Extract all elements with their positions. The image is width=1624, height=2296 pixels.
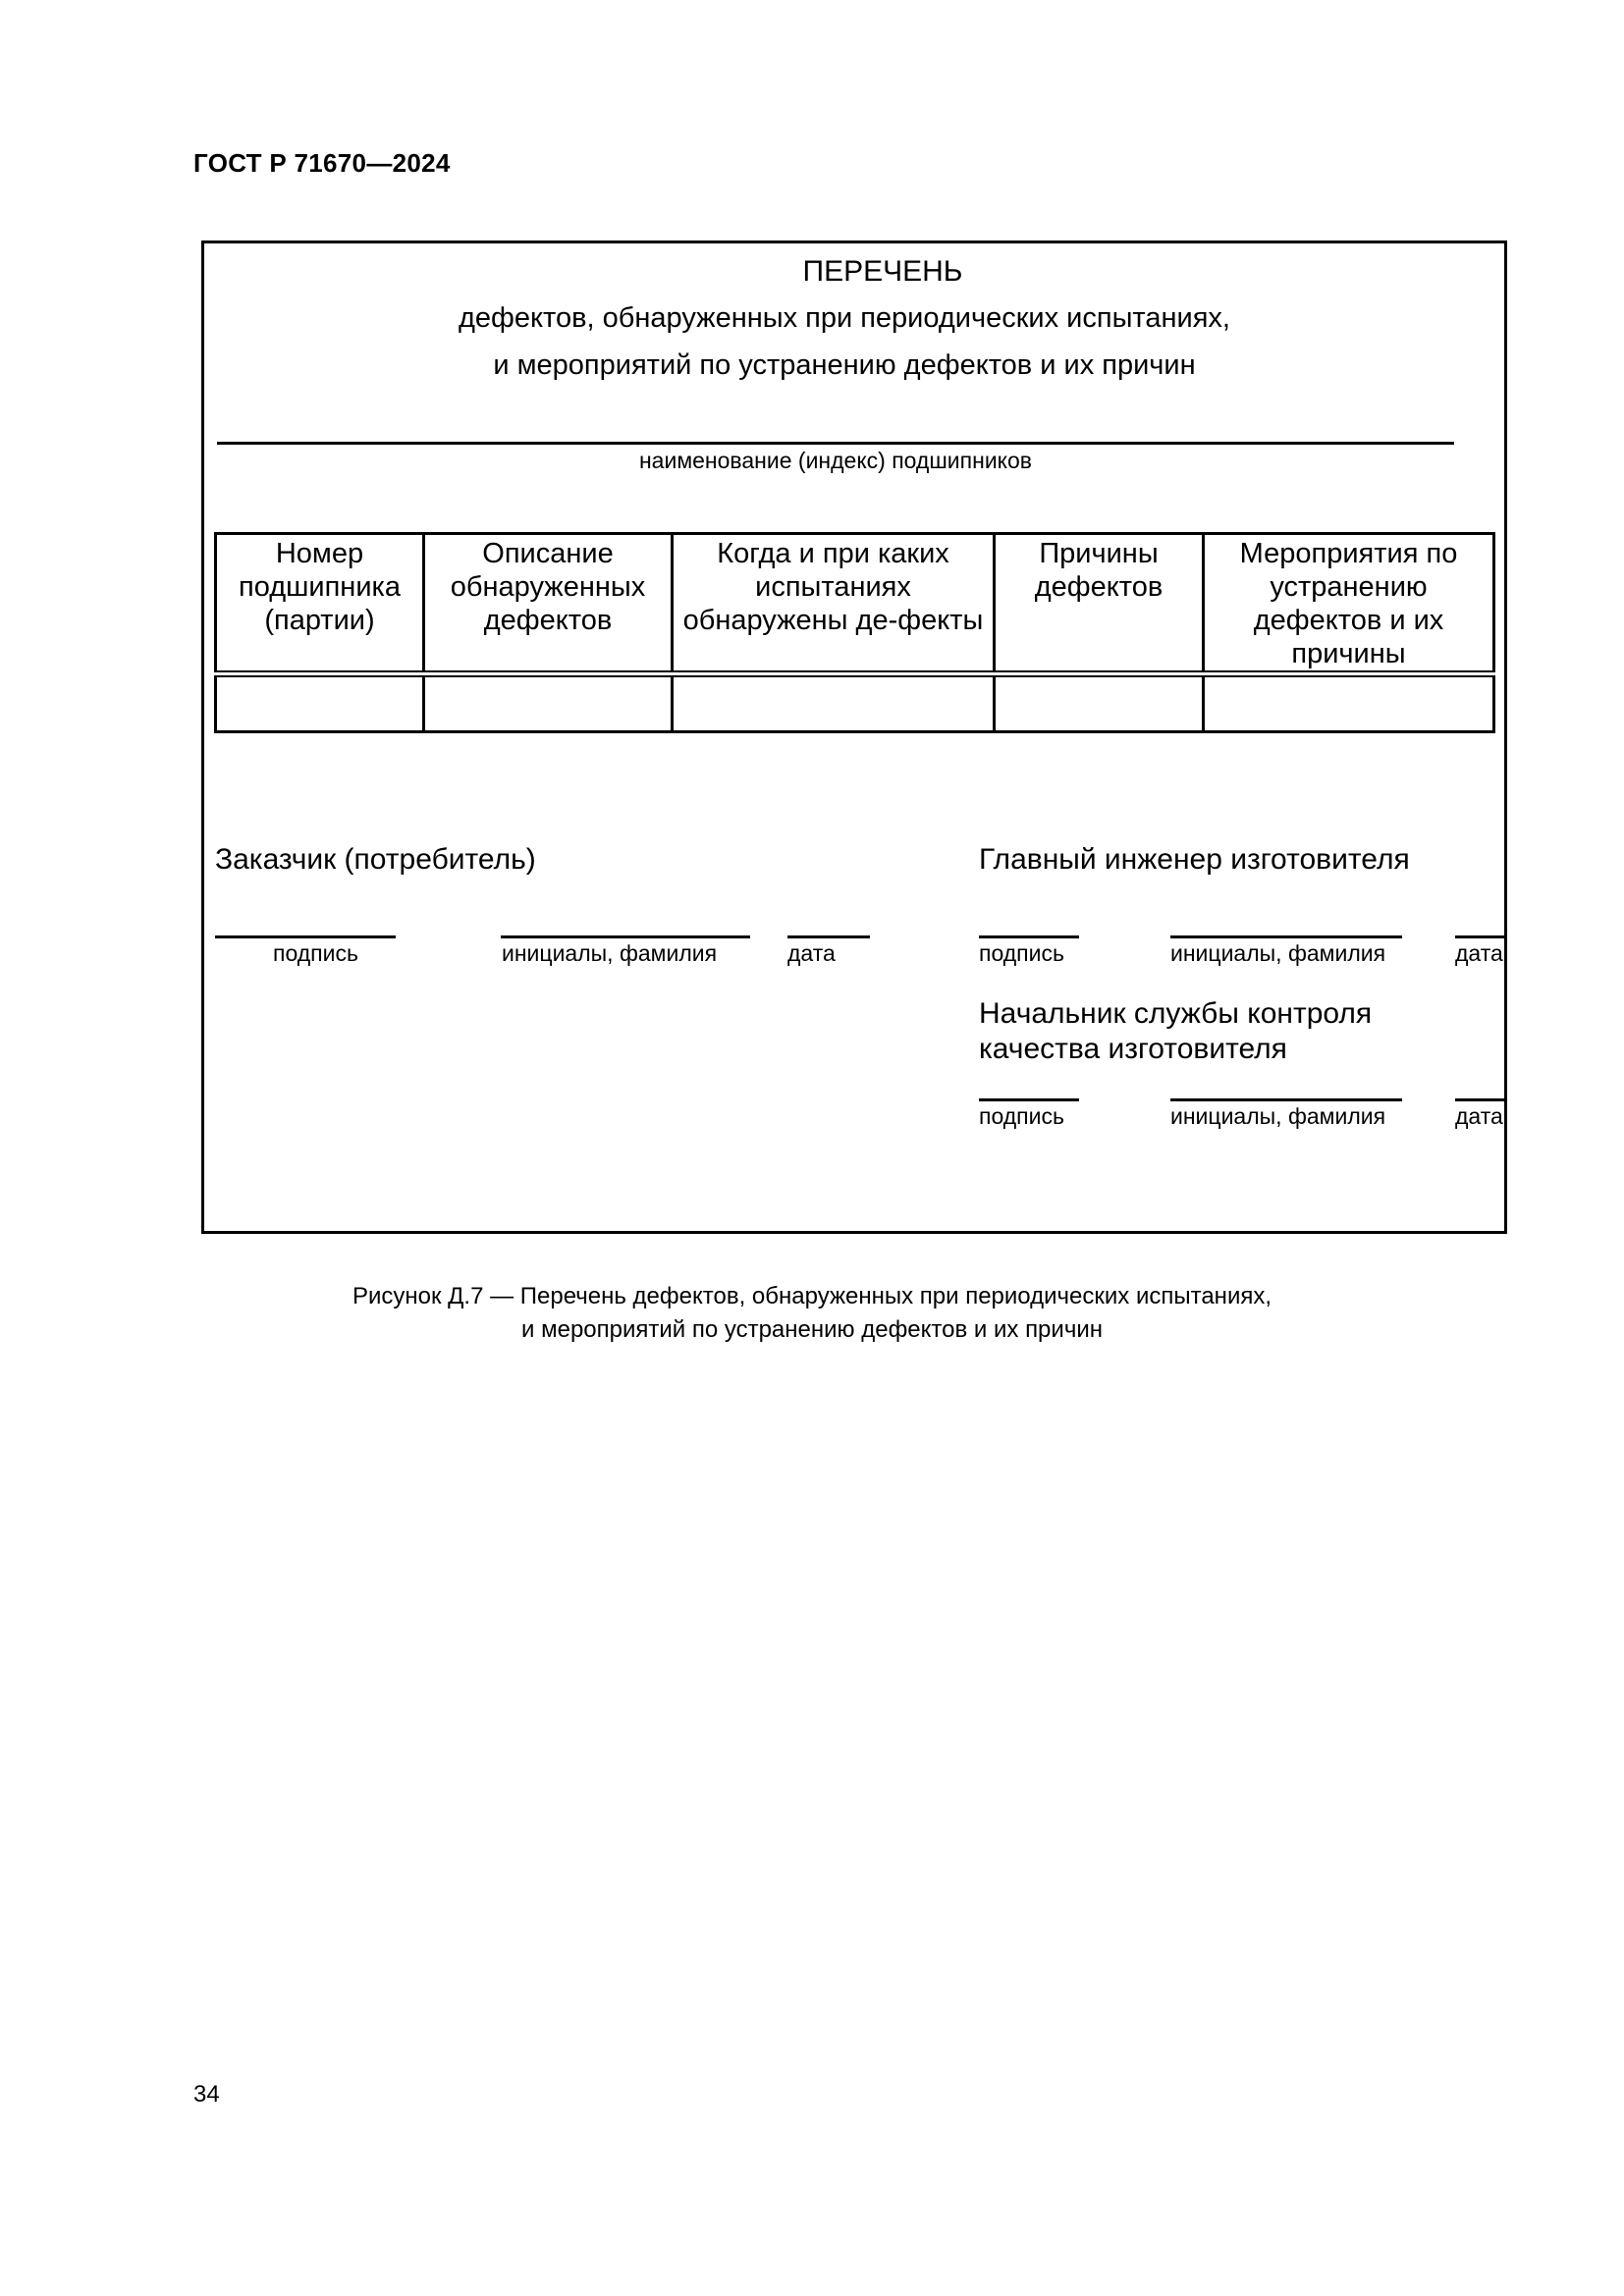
column-header-measures: Мероприятия по устранению дефектов и их причины xyxy=(1204,534,1494,674)
quality-head-signature-caption: подпись xyxy=(979,1103,1064,1129)
defects-table xyxy=(214,532,1495,733)
page-number: 34 xyxy=(193,2081,220,2108)
quality-head-name-caption: инициалы, фамилия xyxy=(1170,1103,1386,1129)
customer-name-caption: инициалы, фамилия xyxy=(502,940,718,966)
form-subtitle-line1: дефектов, обнаруженных при периодических испытаниях, xyxy=(459,302,1230,334)
quality-head-date-line[interactable] xyxy=(1455,1098,1506,1101)
table-cell[interactable] xyxy=(673,674,995,732)
figure-caption-line2: и мероприятий по устранению дефектов и их причин xyxy=(521,1316,1103,1343)
chief-engineer-date-line[interactable] xyxy=(1455,935,1506,938)
customer-date-line[interactable] xyxy=(787,935,870,938)
customer-date-caption: дата xyxy=(787,940,836,966)
column-header-bearing-number: Номер подшипника (партии) xyxy=(216,534,424,674)
quality-head-date-caption: дата xyxy=(1455,1103,1503,1129)
quality-head-signature-line[interactable] xyxy=(979,1098,1079,1101)
customer-signature-line[interactable] xyxy=(215,935,396,938)
customer-title: Заказчик (потребитель) xyxy=(215,843,536,876)
form-title: ПЕРЕЧЕНЬ xyxy=(802,255,963,288)
chief-engineer-signature-caption: подпись xyxy=(979,940,1064,966)
document-header: ГОСТ Р 71670—2024 xyxy=(193,148,451,178)
table-cell[interactable] xyxy=(1204,674,1494,732)
table-header-row xyxy=(216,534,1494,674)
form-title-block xyxy=(204,253,1504,385)
chief-engineer-signature-line[interactable] xyxy=(979,935,1079,938)
bearing-index-caption: наименование (индекс) подшипников xyxy=(638,448,1032,473)
defects-list-form xyxy=(201,240,1507,1234)
customer-name-line[interactable] xyxy=(501,935,750,938)
bearing-index-line[interactable] xyxy=(217,442,1454,445)
column-header-when-detected: Когда и при каких испытаниях обнаружены де-фекты xyxy=(673,534,995,674)
figure-caption-line1: Рисунок Д.7 — Перечень дефектов, обнаруженных при периодических испытаниях, xyxy=(352,1283,1272,1309)
table-cell[interactable] xyxy=(216,674,424,732)
table-row xyxy=(216,674,1494,732)
form-subtitle-line2: и мероприятий по устранению дефектов и их причин xyxy=(493,349,1196,381)
chief-engineer-title: Главный инженер изготовителя xyxy=(979,843,1410,876)
chief-engineer-name-caption: инициалы, фамилия xyxy=(1170,940,1386,966)
table-cell[interactable] xyxy=(995,674,1204,732)
quality-head-title-line2: качества изготовителя xyxy=(979,1033,1287,1065)
figure-caption xyxy=(0,1280,1624,1347)
chief-engineer-name-line[interactable] xyxy=(1170,935,1402,938)
quality-head-title-line1: Начальник службы контроля xyxy=(979,997,1373,1030)
column-header-defect-description: Описание обнаруженных дефектов xyxy=(424,534,673,674)
customer-signature-caption: подпись xyxy=(273,940,358,966)
chief-engineer-date-caption: дата xyxy=(1455,940,1503,966)
column-header-causes: Причины дефектов xyxy=(995,534,1204,674)
table-cell[interactable] xyxy=(424,674,673,732)
quality-head-name-line[interactable] xyxy=(1170,1098,1402,1101)
